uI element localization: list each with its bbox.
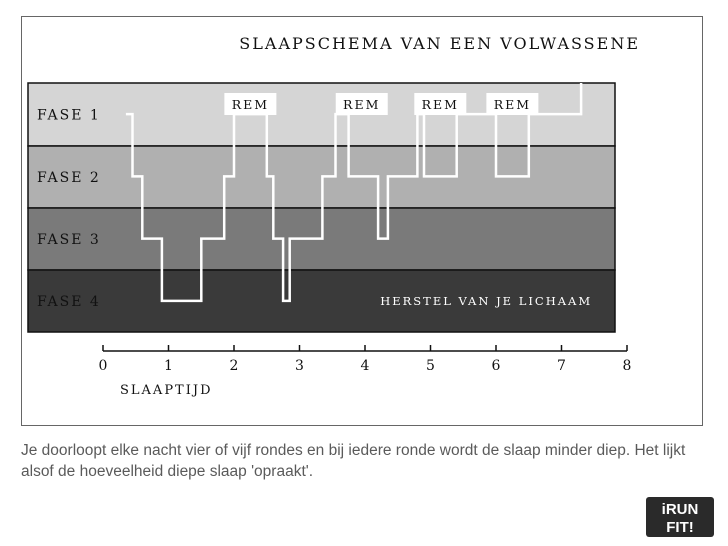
stage-label-2: FASE 2	[37, 170, 101, 186]
rem-label-4: REM	[493, 97, 532, 112]
x-tick-label-7: 7	[557, 358, 566, 374]
x-tick-label-1: 1	[164, 358, 173, 374]
caption-text: Je doorloopt elke nacht vier of vijf rondes en bij iedere ronde wordt de slaap minder diep. Het lijkt alsof de hoeveelheid diepe slaap 'opraakt'.	[21, 442, 686, 480]
irunfit-logo	[646, 497, 714, 537]
stage-label-4: FASE 4	[37, 294, 101, 310]
x-tick-label-5: 5	[426, 358, 435, 374]
x-tick-label-6: 6	[491, 358, 501, 374]
x-tick-label-2: 2	[229, 358, 239, 374]
x-tick-label-4: 4	[360, 358, 370, 374]
svg-text:iRUN: iRUN	[661, 501, 699, 518]
x-tick-label-8: 8	[622, 358, 632, 374]
x-tick-label-0: 0	[98, 358, 108, 374]
rem-label-3: REM	[421, 97, 459, 112]
annotation-recovery: HERSTEL VAN JE LICHAAM	[380, 294, 593, 308]
rem-label-1: REM	[231, 97, 270, 112]
x-axis-label: SLAAPTIJD	[120, 383, 213, 398]
stage-label-3: FASE 3	[37, 232, 101, 248]
svg-text:FIT!: FIT!	[666, 519, 694, 536]
rem-label-2: REM	[343, 97, 381, 112]
chart-title: SLAAPSCHEMA VAN EEN VOLWASSENE	[239, 34, 640, 53]
stage-label-1: FASE 1	[37, 107, 101, 124]
x-tick-label-3: 3	[295, 358, 304, 374]
